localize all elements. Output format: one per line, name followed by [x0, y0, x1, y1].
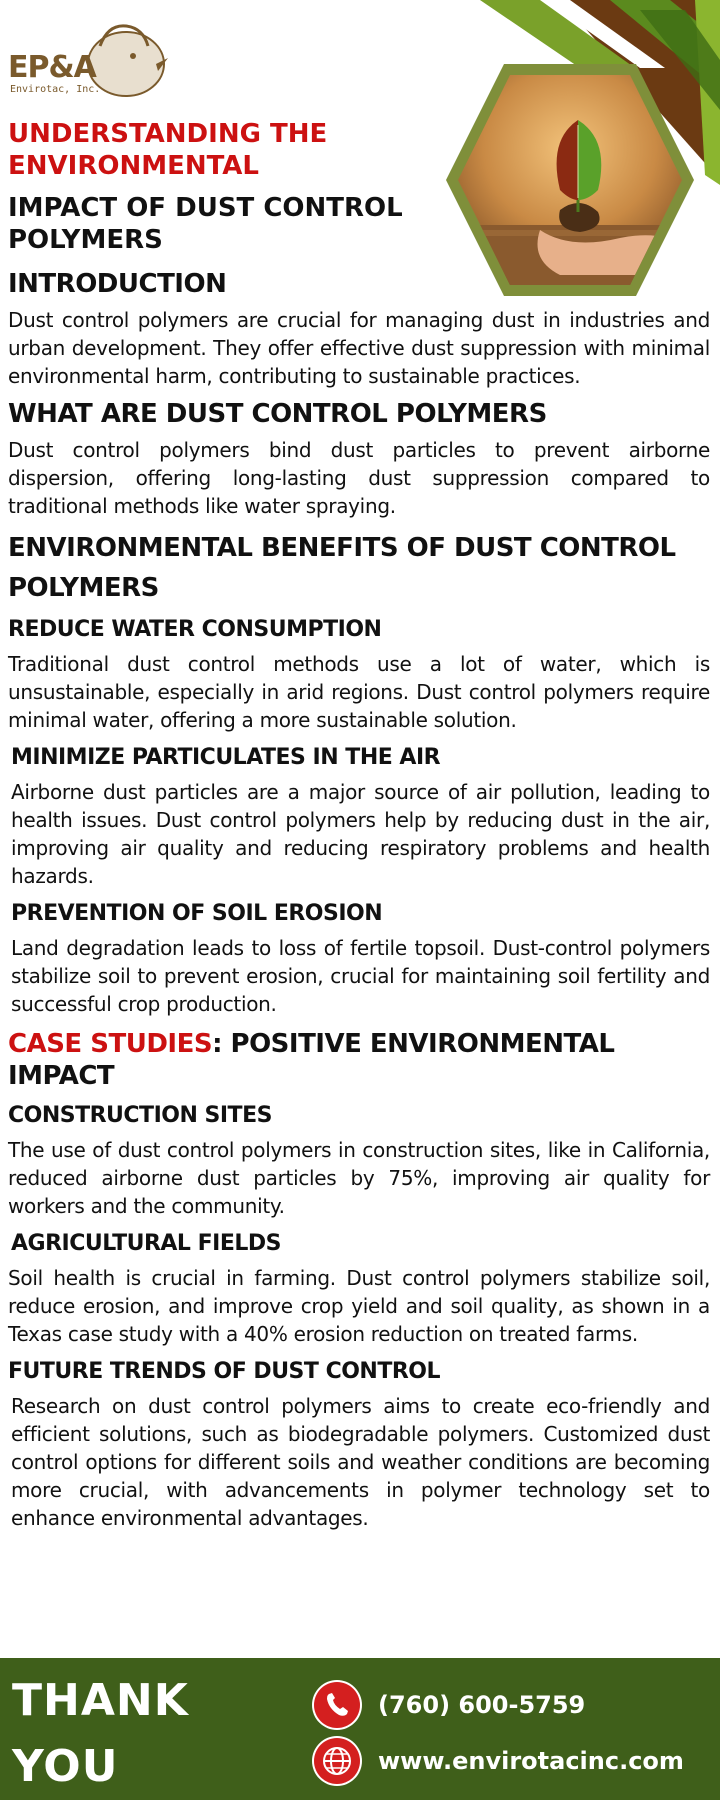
phone-contact[interactable] [312, 1680, 585, 1730]
water-body: Traditional dust control methods use a lot of water, which is unsustainable, especially in arid regions. Dust control polymers require minimal water, offering a more sustainable solution. [8, 652, 710, 732]
logo-subtext: Envirotac, Inc. [10, 84, 101, 95]
thank-you-text [12, 1668, 189, 1800]
soil-body: Land degradation leads to loss of fertile topsoil. Dust-control polymers stabilize soil to prevent erosion, crucial for maintaining soil fertility and successful crop production. [11, 936, 710, 1016]
you-line: YOU [12, 1741, 119, 1792]
future-body: Research on dust control polymers aims to create eco-friendly and efficient solutions, such as biodegradable polymers. Customized dust control options for different soils and weather conditions are becoming more crucial, with advancements in polymer technology set to enhance environmental advantages. [11, 1394, 710, 1530]
construction-heading: CONSTRUCTION SITES [8, 1103, 272, 1128]
soil-heading: PREVENTION OF SOIL EROSION [11, 901, 383, 926]
cases-heading [8, 1028, 710, 1092]
phone-number[interactable]: (760) 600-5759 [378, 1691, 586, 1719]
brand-logo [8, 16, 168, 106]
cases-heading-highlight: CASE STUDIES [8, 1029, 213, 1059]
cases-heading-rest: : POSITIVE ENVIRONMENTAL IMPACT [8, 1029, 615, 1091]
intro-heading: INTRODUCTION [8, 269, 227, 299]
page-title-line2: IMPACT OF DUST CONTROL POLYMERS [8, 193, 403, 255]
benefits-heading: ENVIRONMENTAL BENEFITS OF DUST CONTROL POLYMERS [8, 533, 676, 603]
agri-heading: AGRICULTURAL FIELDS [11, 1231, 281, 1256]
thank-line: THANK [12, 1675, 189, 1726]
water-heading: REDUCE WATER CONSUMPTION [8, 617, 382, 642]
construction-body: The use of dust control polymers in construction sites, like in California, reduced airborne dust particles by 75%, improving air quality for workers and the community. [8, 1138, 710, 1218]
air-heading: MINIMIZE PARTICULATES IN THE AIR [11, 745, 441, 770]
intro-body: Dust control polymers are crucial for managing dust in industries and urban development. They offer effective dust suppression with minimal environmental harm, contributing to sustainable practices. [8, 308, 710, 388]
air-body: Airborne dust particles are a major source of air pollution, leading to health issues. Dust control polymers help by reducing dust in the air, improving air quality and reducing respiratory problems and health hazards. [11, 780, 710, 888]
what-body: Dust control polymers bind dust particles to prevent airborne dispersion, offering long-lasting dust suppression compared to traditional methods like water spraying. [8, 438, 710, 518]
what-heading: WHAT ARE DUST CONTROL POLYMERS [8, 399, 547, 429]
website-link[interactable]: www.envirotacinc.com [378, 1747, 684, 1775]
agri-body: Soil health is crucial in farming. Dust control polymers stabilize soil, reduce erosion, and improve crop yield and soil quality, as shown in a Texas case study with a 40% erosion reduction on treated farms. [8, 1266, 710, 1346]
page-title-line1: UNDERSTANDING THE ENVIRONMENTAL [8, 119, 328, 181]
website-contact[interactable] [312, 1736, 684, 1786]
footer-bar [0, 1658, 720, 1800]
logo-text: EP&A [8, 50, 96, 85]
phone-icon [312, 1680, 362, 1730]
globe-icon [312, 1736, 362, 1786]
future-heading: FUTURE TRENDS OF DUST CONTROL [8, 1359, 440, 1384]
main-content [8, 118, 710, 1532]
